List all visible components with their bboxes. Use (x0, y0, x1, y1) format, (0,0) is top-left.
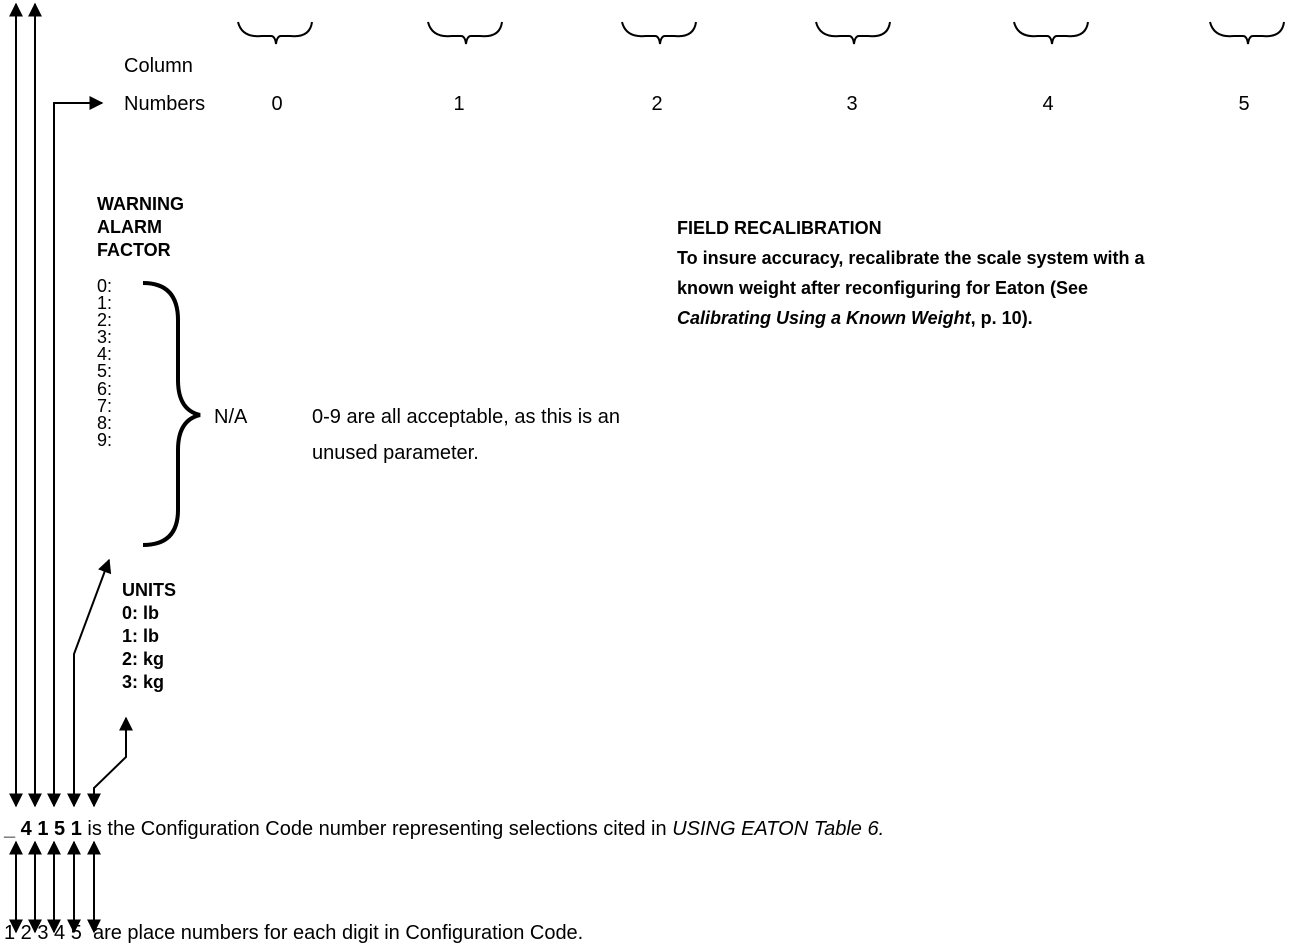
units-option: 3: kg (122, 672, 165, 692)
warning-option: 2: (97, 310, 113, 331)
place4-to-warning-arrow (74, 560, 109, 806)
column-brace-2 (622, 22, 696, 44)
warning-option: 1: (97, 293, 113, 314)
warning-options-brace (143, 283, 200, 545)
config-code-digits: _ 4 1 5 1 (4, 818, 82, 840)
column-number-1: 1 (453, 93, 465, 115)
units-option: 0: lb (122, 603, 160, 623)
column-brace-0 (238, 22, 312, 44)
column-number-2: 2 (651, 93, 663, 115)
column-number-3: 3 (846, 93, 858, 115)
warning-note-line1: 0-9 are all acceptable, as this is an (312, 406, 620, 428)
warning-option: 0: (97, 276, 113, 296)
units-option: 2: kg (122, 649, 165, 669)
warning-title-line2: ALARM (97, 217, 162, 237)
units-block (122, 579, 176, 694)
warning-option: 4: (97, 344, 113, 365)
warning-title-line1: WARNING (97, 194, 184, 214)
warning-options-list (97, 278, 112, 449)
warning-note-line2: unused parameter. (312, 442, 479, 464)
warning-title-line3: FACTOR (97, 240, 171, 260)
place3-to-column-numbers-arrow (54, 103, 102, 806)
field-recalibration-title: FIELD RECALIBRATION (677, 218, 882, 238)
warning-option: 8: (97, 412, 113, 433)
column-brace-4 (1014, 22, 1088, 44)
field-recalibration-note (677, 213, 1145, 333)
units-option: 1: lb (122, 626, 160, 646)
field-recalibration-page-ref: , p. 10). (970, 308, 1033, 328)
field-recalibration-link-title: Calibrating Using a Known Weight (677, 308, 971, 328)
warning-option: 6: (97, 378, 113, 399)
field-recalibration-line2: known weight after reconfiguring for Eaton (See (677, 278, 1089, 298)
place5-to-units-arrow (94, 718, 126, 806)
warning-na-label: N/A (214, 406, 248, 428)
column-header-line1: Column (124, 55, 193, 77)
place-numbers-line (4, 921, 583, 945)
config-code-description: is the Configuration Code number representing selections cited in (81, 818, 673, 840)
column-brace-5 (1210, 22, 1284, 44)
field-recalibration-line1: To insure accuracy, recalibrate the scale system with a (677, 248, 1145, 268)
column-number-0: 0 (271, 93, 283, 115)
units-title: UNITS (122, 580, 176, 600)
config-code-line (4, 817, 884, 841)
column-header-line2: Numbers (124, 93, 206, 115)
place-numbers-description: are place numbers for each digit in Configuration Code. (81, 922, 584, 944)
column-number-5: 5 (1238, 93, 1250, 115)
warning-option: 5: (97, 361, 113, 382)
column-number-4: 4 (1042, 93, 1054, 115)
field-recalibration-line3 (677, 303, 1145, 333)
warning-option: 3: (97, 327, 113, 348)
column-brace-1 (428, 22, 502, 44)
place-numbers-digits: 1 2 3 4 5 (4, 922, 82, 944)
warning-option: 9: (97, 429, 113, 450)
config-code-table-ref: USING EATON Table 6. (672, 818, 885, 840)
column-brace-3 (816, 22, 890, 44)
warning-option: 7: (97, 395, 113, 416)
warning-alarm-factor-title (97, 193, 184, 262)
